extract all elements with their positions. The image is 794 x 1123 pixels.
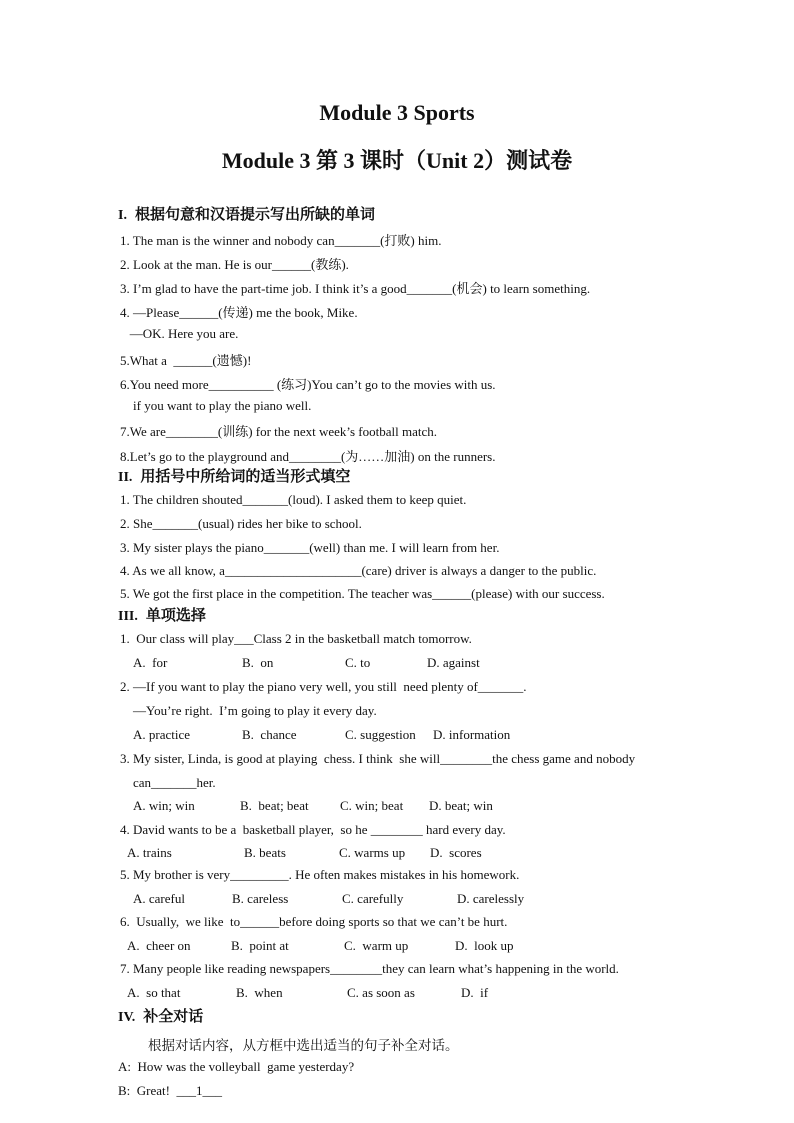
q5-option: D. carelessly (457, 891, 525, 906)
q4-stem: 4. David wants to be a basketball player, so he ________ hard every day. (120, 822, 506, 837)
q5-option: A. careful (133, 891, 185, 906)
dialog-line: B: Great! ___1___ (118, 1083, 222, 1098)
q6-option: B. point at (231, 938, 289, 953)
q4-option: A. trains (127, 845, 172, 860)
q5-stem: 5. My brother is very_________. He often makes mistakes in his homework. (120, 867, 520, 882)
s1-line: 8.Let’s go to the playground and________(为……加油) on the runners. (120, 449, 496, 464)
q4-option: D. scores (430, 845, 482, 860)
q5-option: C. carefully (342, 891, 404, 906)
q2-stem: 2. —If you want to play the piano very well, you still need plenty of_______. (120, 679, 527, 694)
page-subtitle: Module 3 第 3 课时（Unit 2）测试卷 (221, 148, 573, 173)
section-2-number: II. (118, 470, 133, 485)
q7-option: D. if (461, 985, 489, 1000)
q1-stem: 1. Our class will play___Class 2 in the basketball match tomorrow. (120, 631, 472, 646)
section-1-title: 根据句意和汉语提示写出所缺的单词 (134, 207, 375, 223)
s2-line: 5. We got the first place in the competition. The teacher was______(please) with our success. (120, 586, 605, 601)
q6-option: D. look up (455, 938, 514, 953)
q2-option: D. information (433, 727, 511, 742)
s1-line: 4. —Please______(传递) me the book, Mike. (120, 305, 358, 320)
s1-line: 3. I’m glad to have the part-time job. I think it’s a good_______(机会) to learn something. (120, 281, 591, 296)
section-3-title: 单项选择 (145, 608, 206, 624)
s1-line: 7.We are________(训练) for the next week’s football match. (120, 424, 437, 439)
section-3-number: III. (118, 609, 138, 624)
q3-stem: 3. My sister, Linda, is good at playing chess. I think she will________the chess game and nobody (120, 751, 636, 766)
q6-option: A. cheer on (127, 938, 191, 953)
q3-option: C. win; beat (340, 798, 404, 813)
section-4-heading (118, 1005, 203, 1026)
s1-line: 2. Look at the man. He is our______(教练). (120, 257, 349, 272)
section-3-heading (118, 604, 206, 625)
q7-option: B. when (236, 985, 283, 1000)
s1-line: 6.You need more__________ (练习)You can’t go to the movies with us. (120, 377, 496, 392)
q6-stem: 6. Usually, we like to______before doing sports so that we can’t be hurt. (120, 914, 508, 929)
s2-line: 3. My sister plays the piano_______(well) than me. I will learn from her. (120, 540, 500, 555)
q1-option: C. to (345, 655, 371, 670)
q4-option: B. beats (244, 845, 286, 860)
q2-reply: —You’re right. I’m going to play it every day. (133, 703, 377, 718)
s4-instruction: 根据对话内容，从方框中选出适当的句子补全对话。 (148, 1038, 459, 1053)
section-2-title: 用括号中所给词的适当形式填空 (140, 469, 351, 485)
dialog-line: A: How was the volleyball game yesterday? (118, 1059, 355, 1074)
s1-line: if you want to play the piano well. (120, 398, 312, 413)
q2-option: C. suggestion (345, 727, 416, 742)
q7-stem: 7. Many people like reading newspapers________they can learn what’s happening in the world. (120, 961, 619, 976)
s2-line: 1. The children shouted_______(loud). I asked them to keep quiet. (120, 492, 467, 507)
q7-option: A. so that (127, 985, 181, 1000)
q3-option: D. beat; win (429, 798, 493, 813)
page-title: Module 3 Sports (319, 100, 475, 125)
q2-option: B. chance (242, 727, 297, 742)
section-2-heading (118, 465, 350, 486)
section-4-title: 补全对话 (143, 1009, 204, 1025)
s1-line: —OK. Here you are. (120, 326, 239, 341)
section-1-number: I. (118, 208, 127, 223)
q4-option: C. warms up (339, 845, 406, 860)
q3-stem-cont: can_______her. (133, 775, 216, 790)
s1-line: 1. The man is the winner and nobody can_______(打败) him. (120, 233, 442, 248)
q2-option: A. practice (133, 727, 191, 742)
section-1-heading (118, 203, 375, 224)
s1-line: 5.What a ______(遗憾)! (120, 353, 252, 368)
q3-option: A. win; win (133, 798, 195, 813)
q1-option: D. against (427, 655, 480, 670)
q3-option: B. beat; beat (240, 798, 309, 813)
q1-option: B. on (242, 655, 274, 670)
s2-line: 4. As we all know, a_____________________(care) driver is always a danger to the public. (120, 563, 597, 578)
q5-option: B. careless (232, 891, 289, 906)
section-4-number: IV. (118, 1010, 136, 1025)
q1-option: A. for (133, 655, 168, 670)
q6-option: C. warm up (344, 938, 409, 953)
q7-option: C. as soon as (347, 985, 415, 1000)
s2-line: 2. She_______(usual) rides her bike to school. (120, 516, 362, 531)
